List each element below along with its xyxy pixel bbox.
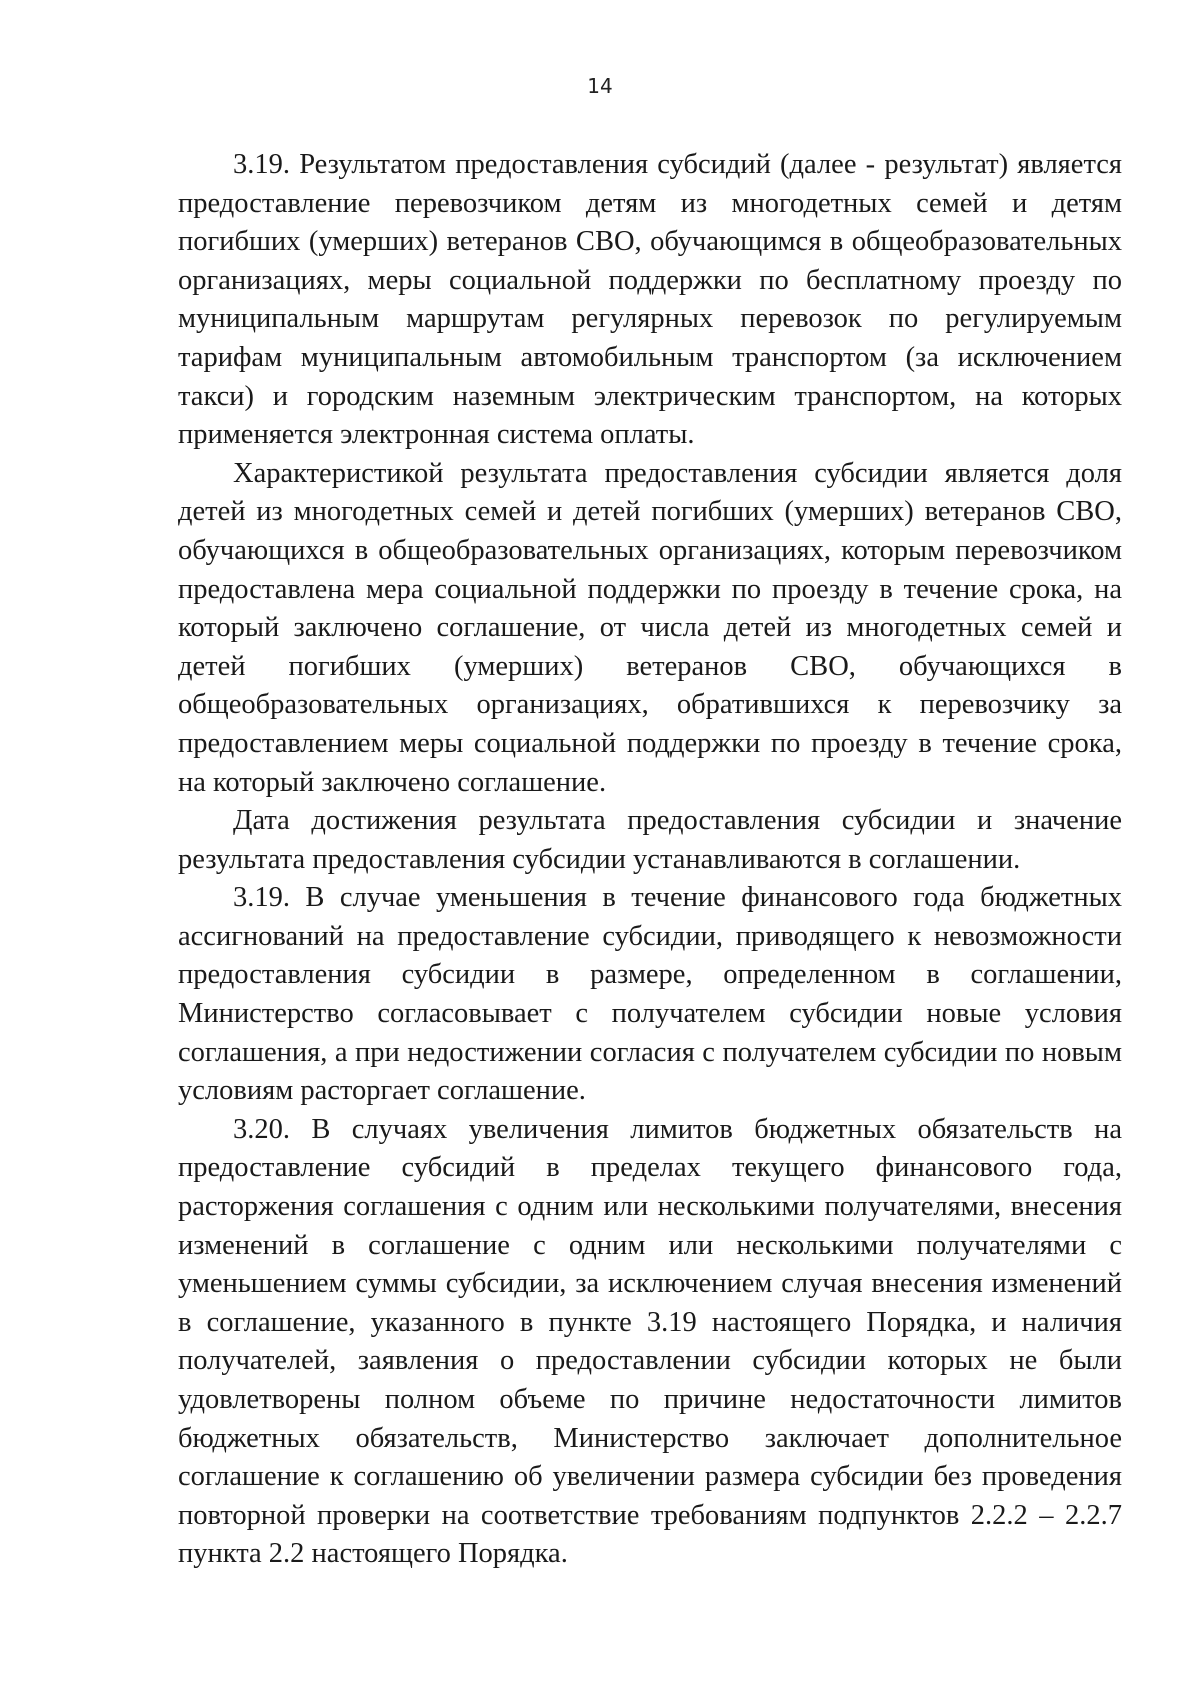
page-number: 14 [587,74,613,98]
paragraph-limit-increase: 3.20. В случаях увеличения лимитов бюджетных обязательств на предоставление субсидий в пределах текущего финансового года, расторжения соглашения с одним или несколькими получателями, внесения изменений в соглашение с одним или несколькими получателями с уменьшением суммы субсидии, за исключением случая внесения изменений в соглашение, указанного в пункте 3.19 настоящего Порядка, и наличия получателей, заявления о предоставлении субсидии которых не были удовлетворены полном объеме по причине недостаточности лимитов бюджетных обязательств, Министерство заключает дополнительное соглашение к соглашению об увеличении размера субсидии без проведения повторной проверки на соответствие требованиям подпунктов 2.2.2 – 2.2.7 пункта 2.2 настоящего Порядка. [178,1113,1122,1570]
paragraph-subsidy-reduction: 3.19. В случае уменьшения в течение финансового года бюджетных ассигнований на предоставление субсидии, приводящего к невозможности предоставления субсидии в размере, определенном в соглашении, Министерство согласовывает с получателем субсидии новые условия соглашения, а при недостижении согласия с получателем субсидии по новым условиям расторгает соглашение. [178,882,1122,1107]
paragraph-result-characteristic: Характеристикой результата предоставления субсидии является доля детей из многодетных семей и детей погибших (умерших) ветеранов СВО, обучающихся в общеобразовательных организациях, которым перевозчиком предоставлена мера социальной поддержки по проезду в течение срока, на который заключено соглашение, от числа детей из многодетных семей и детей погибших (умерших) ветеранов СВО, обучающихся в общеобразовательных организациях, обратившихся к перевозчику за предоставлением меры социальной поддержки по проезду в течение срока, на который заключено соглашение. [178,457,1122,798]
document-body [178,146,1122,1574]
paragraph-result-definition: 3.19. Результатом предоставления субсидий (далее - результат) является предоставление перевозчиком детям из многодетных семей и детям погибших (умерших) ветеранов СВО, обучающимся в общеобразовательных организациях, меры социальной поддержки по бесплатному проезду по муниципальным маршрутам регулярных перевозок по регулируемым тарифам муниципальным автомобильным транспортом (за исключением такси) и городским наземным электрическим транспортом, на которых применяется электронная система оплаты. [178,149,1122,451]
paragraph-result-date: Дата достижения результата предоставления субсидии и значение результата предоставления субсидии устанавливаются в соглашении. [178,805,1122,875]
